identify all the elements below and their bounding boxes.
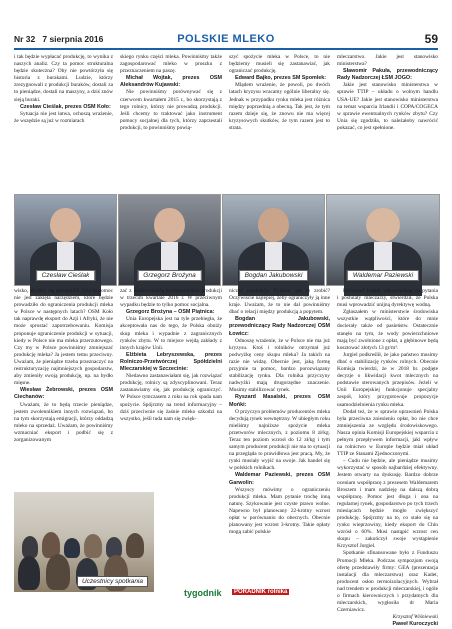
photo-grzegorz-brozyna (118, 194, 221, 286)
article-paragraph: i tak będzie wypłacać produkcję, to wynika z naszych analiz. Czy ta pomoc strukturalna będzie skuteczna? Oby nie powtórzyła się historia z burakami. Ludzie, którzy zrezygnowali z produkcji buraków, dostali za to pieniądze, dostali na maszyny, a dziś znów sieją buraki. (14, 54, 113, 103)
article-paragraph: mleczarstwo. Jakie jest stanowisko ministerstwa? (337, 54, 438, 68)
photo-waldemar-paziewski (326, 194, 440, 286)
photo-caption: Waldemar Paziewski (347, 270, 419, 281)
article-paragraph: Spotkanie sfinansowane było z Funduszu Promocji Mleka. Podczas sympozjum swoją ofertę przedstawiły firmy: GEA (prezentacja instalacji dla mleczarstwa) oraz Kadet, producent osłon termoizolacyjnych. Wybrał nad trendem w produkcji mleczarskiej, i ogóle o firmach kierowniczych i przydatnych dla mleczarskich, wygłosiła dr Maria Czerniawicz. (337, 550, 438, 614)
photo-meeting (14, 492, 154, 592)
article-paragraph: Odnoszę wrażenie, że w Polsce nie ma już kryzysu. Ktoś i rolników otrzymał już podwyżkę ceny skupu mleka? Ja takich na razie nie widzę. Obecnie jest, jaką formę przyjmie ta pomoc, bardzo porozwiązany stabilizację rynku. Dla rolnika przyczyny nadwyżki mają drugorzędne znaczenie. Musimy stabilizować rynek. (229, 337, 330, 394)
speaker-heading: Grzegorz Brożyna – OSM Piątnica: (126, 309, 215, 316)
header-rule (14, 48, 438, 50)
author-signature: Paweł Kuroczycki (392, 621, 438, 628)
meeting-caption: Uczestnicy spotkania (77, 576, 148, 587)
section-title: POLSKIE MLEKO (177, 33, 275, 45)
page-number: 59 (424, 32, 438, 46)
photo-caption: Czesław Cieślak (36, 270, 96, 281)
column-4 (337, 54, 438, 190)
article-paragraph: wisko, abyśmy się porozmieli. Czy ta pomoc nie jest zaklęta narzędziem, które będzie prowadziło do ograniczenia produkcji mleka w Polsce w następnych latach? OSM Koło tak naprawdę eksport do Azji i Afryki, że nie może sprostać zapotrzebowaniu. Komisja proponuje ograniczenie produkcji w sytuacji, kiedy w Polsce nie ma mleka przerzutowego. Czy my w Polsce powinniśmy zmniejszać produkcję mleka? Ja jestem temu przeciwny. Uważam, że pieniądze trzeba przeznaczyć na restrukturyzację najmniejszych gospodarstw, aby zmieniły swoją produkcję, np. na bydło mięsne. (14, 288, 113, 387)
article-paragraph: Mlądem wrażenie, że powoli, po dwóch latach kryzysu wracamy ogólnie liberalny się. Jednak w przypadku rynku mleka jest różnica między poprzednią a obecną. Tak jest, że tym razem dzieje się, że znowu nie ma więcej kryzysowych skutków, że tym razem jest to strata. (229, 82, 330, 131)
issue-date: 7 sierpnia 2016 (42, 34, 104, 44)
page-header (14, 34, 438, 48)
article-paragraph: szyć spożycie mleka w Polsce, to nie będziemy musieli się zastanawiać, jak ograniczać produkcję. (229, 54, 330, 75)
speaker-heading: Sławomir Pakuła, przewodniczący Rady Nadzorczej ŁSM JOGO: (337, 68, 438, 82)
article-paragraph: Niedawno zastanawiałam się, jak rozwiązać produkcję, rolnicy są zdyscyplinowani. Teraz zastanawiamy się, jak produkcję ograniczyć. W Polsce tymczasem z roku na rok spada nam spożycie. Spójrzmy na trend informacyjny – dziś przeciwnie się żaśnie mleko szkodzi na wszystko, jeśli tuda nam się zwięk- (120, 373, 222, 422)
article-paragraph: Krzysztof Jurgiel, odpowiadając na pytania i postulaty mleczarzy, stwierdził, że Polska musi wprowadzić unijną dyrektywę wodną. (337, 288, 438, 309)
poradnik-rolnika-logo: PORADNIK rolnika (234, 589, 288, 595)
article-paragraph: Dodał też, że w sprawie uprawnień Polska była przeciwna zniesieniu opłat, bo nie chce zmniejszenia ze względu środowiskowego. Nasza opinia Komisji Europejskiej wsparcia z pełnym przepływem informacji, jaki wpływ na rolnictwo w Europie będzie miał układ TTIP ze Stanami Zjednoczonymi. (337, 408, 438, 458)
article-paragraph: Jurgiel podkreślił, że jako państwo musimy dbać o stabilizację rynków rolnych. Obecnie Komisja twierdzi, że w 2018 br. podjęte decyzje o likwidacji kwot mlecznych na podstawie sterowanych przepisów. Jeżeli w Unii Europejskiej funkcjonuje specjalny zespół, który przygotowuje propozycje usamodzielnienia rynku mleka. (337, 351, 438, 408)
column-4-bottom (337, 288, 438, 628)
article-paragraph: zać z koniecznością kontynuowania produkcji w trzecim kwartale 2016 r. W przeciwnym wypadku będzie to tylko pomoc socjalna. (120, 288, 222, 309)
author-signature: Krzysztof Wiśniewski (392, 614, 438, 621)
article-paragraph: – Cudu nie będzie, ale pieniądze musimy wykorzystać w sposób najbardziej efektywny. Jestem otwarty na dyskusję. Bardzo dobrze oceniam współpracę z prezesem Waldemarem Broszem i mam nadzieję na dalszą dobrą współpracę. Pomoc jest długa i ona na regularnej rynek, gospodarstwo po tych trzech miesiącach będzie mogło zwiększyć produkcję. Spójrzmy na to, co stało się na rynku wieprzowiny, kiedy eksport do Chin wzrósł o 60%. Musi nastąpić wzrost cen skupu – zakończył swoje wystąpienie Krzysztof Jurgiel. (337, 458, 438, 550)
article-paragraph: niczyć produkcję. Pytanie, jak to zrobić? Oczywiście najlepiej, żeby ograniczyły ją inne kraje. Uważam, że to nie dal powinniśmy dbać o relacji między produkcją a popytem. (229, 288, 330, 316)
speaker-heading: Waldemar Paziewski, prezes OSM Garwolin: (229, 472, 330, 486)
article-paragraph: skiego rynku części mleka. Powinniśmy także zagospodarować mleko w proszku z przeznaczeniem na paszę. (120, 54, 222, 75)
tygodnik-logo: tygodnik (184, 588, 222, 598)
photo-bogdan-jakubowski (222, 194, 325, 286)
article-paragraph: Jakie jest stanowisko ministerstwa w sprawie TTIP – układu o wolnym handlu USA-UE? Jakie jest stanowisko ministerstwa na temat wsparcia Irlandii i COPA/COGECA w sprawie ewentualnych rynków zbytu? Czy Unia się zgodziła, to należałoby nawrócić pokazać, co jest spełnione. (337, 82, 438, 131)
article-paragraph: Uważam, że to będą trzecie pieniądze, jestem zwolennikiem innych rozwiązań, bo na tym skorzystają emigracji, którzy oddadzą mleko na sprzedaż. Uważam, że powinniśmy wzmacniać eksport i podbić się z zorganizowanym (14, 401, 113, 443)
article-paragraph: O przyczyn problemów producentów mleka decydują rynek wewnętrzny. W ubiegłym roku mieliśmy najniższe spożycie mleka przetworów mlecznych, z poziomu 8 zł/kg. Teraz ten poziom wzrosł do 12 zł/kg i tym samym producent produkcji nie ma to sytuacji na przegląda to prawidłowa jest pracą. My, że rynki musiały wyjść na swoje. Jak handel się w polskich rolnikach. (229, 408, 330, 472)
page-footer (14, 590, 438, 600)
article-paragraph: Zgłaszałem w ministerstwie środowiska wszystkie wątpliwości, które do mnie docierały także od pasieństw. Ostatecznie stanęło na tym, że wody powierzchniowe mają być zwolnione z opłat, a głębinowe będą kosztować złotych 13 gr/m³. (337, 309, 438, 351)
photo-caption: Bogdan Jakubowski (239, 270, 309, 281)
article-paragraph: Sytuacja nie jest łatwa, ochoszą wrażenie, że wszędzie są już w rozmiarach (14, 110, 113, 124)
column-1-bottom (14, 288, 113, 488)
speaker-heading: Edward Bajko, prezes SM Spomlek: (235, 75, 327, 82)
speaker-heading: Czesław Cieślak, prezes OSM Koło: (20, 103, 111, 110)
photo-caption: Grzegorz Brożyna (137, 270, 201, 281)
speaker-heading: Ryszard Masalski, prezes OSM Mońki: (229, 394, 330, 408)
issue-number: Nr 32 (14, 34, 36, 44)
article-paragraph: Wszyscy mówimy o ograniczeniu produkcji mleka. Mam pytanie trochę inną naturę. Szykowanie jest czyste prawo wolne. Napewno był planowany 22-krotny wzrost opłat w porównaniu do obecnych. Obecnie planowany jest wzrost 3-krotny. Takie opłaty mogą zabić polskie (229, 486, 330, 536)
speaker-heading: Michał Wojtak, prezes OSM Aleksandrów Kujawski: (120, 75, 222, 89)
article-paragraph: Nie powinniśmy porównywać się z czerwcem kwartałem 2015 r., bo skorzystają z tego rolnicy, którzy nie prowadzą produkcji. Jeśli chcemy to traktować jako instrument pomocy socjalnej dla tych, którzy zaprzestali produkcji, to powinniśmy powią- (120, 89, 222, 131)
speaker-heading: Wiesław Żebrowski, prezes OSM Ciechanów: (14, 387, 113, 401)
column-3-bottom (229, 288, 330, 588)
article-paragraph: Unia Europejska jest na tyle przebiegła, że akceptowała nas do tego, że Polska obniży skup mleka i wypadnie z zagranicznych rynków zbytu. W to miejsce wejdą zakłady z innych krajów Unii. (120, 316, 222, 351)
speaker-heading: Elżbieta Lebryszewska, prezes Rolniczo-Przetwórczej Spółdzielni Mleczarskiej w Szczecinie: (120, 351, 222, 373)
speaker-heading: Bogdan Jakubowski, przewodniczący Rady Nadzorczej OSM Łowicz: (229, 316, 330, 337)
photo-czeslaw-cieslak (14, 194, 117, 286)
